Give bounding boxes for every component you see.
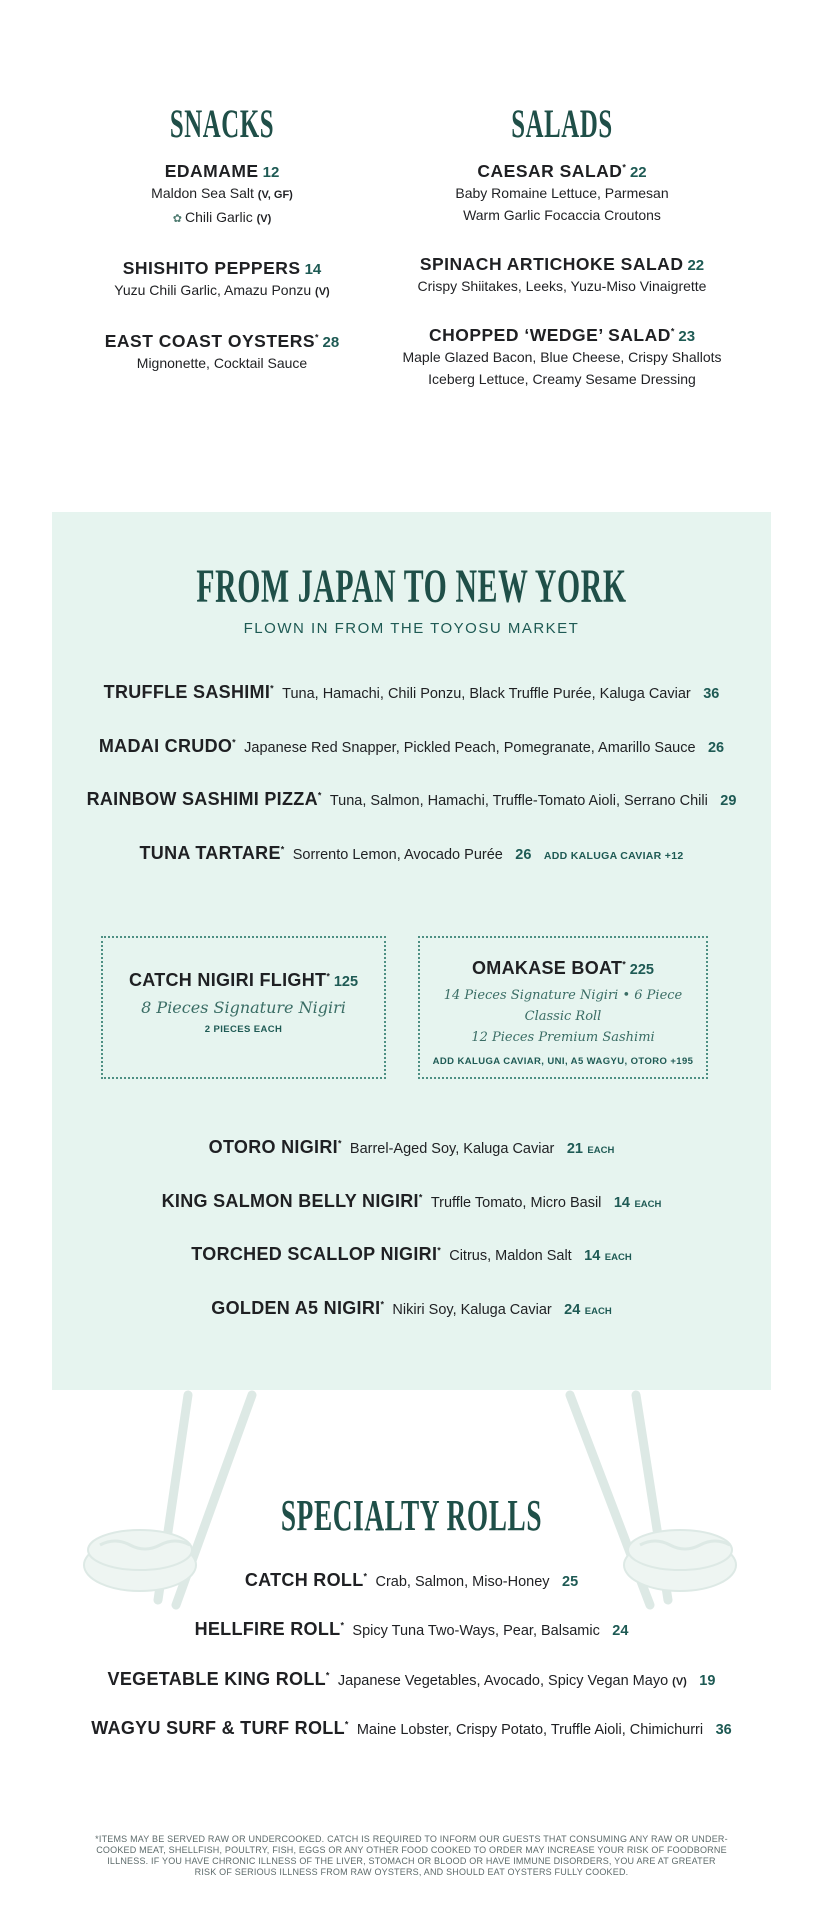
item-name: VEGETABLE KING ROLL (107, 1669, 326, 1689)
asterisk: * (317, 790, 322, 801)
asterisk: * (325, 1670, 330, 1681)
item-price: 36 (715, 1722, 732, 1738)
item-desc: Baby Romaine Lettuce, Parmesan (455, 185, 669, 201)
raw-food-disclaimer: *ITEMS MAY BE SERVED RAW OR UNDERCOOKED. CATCH IS REQUIRED TO INFORM OUR GUESTS THAT CONSUMING ANY RAW OR UNDER-COOKED MEAT, SHELLFISH, POULTRY, FISH, EGGS OR ANY OTHER FOOD COOKED TO ORDER MAY INCREASE YOUR RISK OF FOODBORNE ILLNESS. IF YOU HAVE CHRONIC ILLNESS OF THE LIVER, STOMACH OR BLOOD OR HAVE IMMUNE DISORDERS, YOU ARE AT GREATER RISK OF SERIOUS ILLNESS FROM RAW OYSTERS, AND SHOULD EAT OYSTERS FULLY COOKED. (95, 1834, 728, 1877)
menu-row (52, 736, 771, 757)
each-label: EACH (634, 1199, 662, 1210)
menu-row (52, 1191, 771, 1212)
dietary-tag: (V, GF) (257, 189, 293, 201)
item-price: 28 (322, 334, 340, 351)
item-desc: Tuna, Salmon, Hamachi, Truffle-Tomato Aioli, Serrano Chili (329, 793, 708, 809)
item-note: ADD KALUGA CAVIAR, UNI, A5 WAGYU, OTORO +195 (432, 1056, 694, 1067)
item-name: CHOPPED ‘WEDGE’ SALAD (428, 325, 671, 345)
item-price: 25 (562, 1574, 579, 1590)
item-desc: Citrus, Maldon Salt (449, 1248, 572, 1264)
item-desc: Crispy Shiitakes, Leeks, Yuzu-Miso Vinaigrette (417, 278, 707, 294)
item-name: CATCH ROLL (244, 1570, 364, 1590)
dietary-tag: (V) (256, 213, 272, 225)
item-desc: Iceberg Lettuce, Creamy Sesame Dressing (428, 371, 696, 387)
item-desc: 14 Pieces Signature Nigiri • 6 Piece Classic Roll (443, 988, 683, 1024)
asterisk: * (418, 1192, 423, 1203)
menu-row (52, 843, 771, 864)
item-name: EAST COAST OYSTERS (104, 331, 316, 351)
item-desc: Maine Lobster, Crispy Potato, Truffle Aioli, Chimichurri (356, 1722, 704, 1738)
japan-section (52, 512, 771, 1390)
rolls-heading: SPECIALTY ROLLS (280, 1491, 543, 1540)
item-desc: Mignonette, Cocktail Sauce (136, 355, 308, 371)
snacks-heading: SNACKS (169, 101, 275, 146)
asterisk: * (670, 326, 675, 337)
item-name: CAESAR SALAD (477, 161, 623, 181)
item-desc: Tuna, Hamachi, Chili Ponzu, Black Truffle Purée, Kaluga Caviar (282, 686, 691, 702)
item-price: 225 (629, 962, 654, 978)
item-price: 36 (703, 686, 720, 702)
item-price: 22 (687, 257, 705, 274)
item-desc: Nikiri Soy, Kaluga Caviar (392, 1302, 552, 1318)
item-price: 29 (720, 793, 737, 809)
asterisk: * (280, 844, 285, 855)
menu-row (0, 1570, 823, 1591)
item-desc: Spicy Tuna Two-Ways, Pear, Balsamic (352, 1623, 600, 1639)
item-name: TRUFFLE SASHIMI (103, 682, 271, 702)
menu-row (52, 682, 771, 703)
asterisk: * (363, 1571, 368, 1582)
item-name: OMAKASE BOAT (472, 958, 623, 978)
each-label: EACH (604, 1252, 632, 1263)
menu-item (362, 325, 762, 390)
salads-heading: SALADS (511, 101, 613, 146)
item-price: 14 (584, 1248, 601, 1264)
asterisk: * (270, 683, 274, 694)
item-desc: Japanese Vegetables, Avocado, Spicy Vegan Mayo (337, 1673, 673, 1689)
item-name: EDAMAME (164, 161, 259, 181)
each-label: EACH (584, 1306, 612, 1317)
item-name: SPINACH ARTICHOKE SALAD (419, 254, 684, 274)
item-name: SHISHITO PEPPERS (122, 258, 301, 278)
item-desc: Maple Glazed Bacon, Blue Cheese, Crispy Shallots (402, 349, 722, 365)
item-price: 24 (564, 1302, 581, 1318)
asterisk: * (232, 737, 236, 748)
item-price: 14 (304, 261, 322, 278)
item-price: 19 (699, 1673, 716, 1689)
item-note: 2 PIECES EACH (204, 1024, 283, 1035)
japan-subtitle: FLOWN IN FROM THE TOYOSU MARKET (243, 620, 580, 637)
asterisk: * (315, 332, 319, 343)
item-name: RAINBOW SASHIMI PIZZA (86, 789, 318, 809)
item-name: OTORO NIGIRI (208, 1137, 338, 1157)
item-price: 21 (566, 1141, 583, 1157)
menu-item (362, 254, 762, 297)
item-desc: Yuzu Chili Garlic, Amazu Ponzu (114, 282, 316, 298)
item-name: MADAI CRUDO (98, 736, 233, 756)
item-name: TUNA TARTARE (139, 843, 281, 863)
item-name: KING SALMON BELLY NIGIRI (161, 1191, 419, 1211)
asterisk: * (337, 1138, 342, 1149)
asterisk: * (380, 1299, 384, 1310)
item-desc: Crab, Salmon, Miso-Honey (375, 1574, 550, 1590)
item-desc: Chili Garlic (185, 209, 257, 225)
menu-row (52, 1298, 771, 1319)
item-desc: Japanese Red Snapper, Pickled Peach, Pomegranate, Amarillo Sauce (244, 740, 696, 756)
item-price: 125 (333, 974, 359, 990)
addon-note: ADD KALUGA CAVIAR +12 (543, 850, 684, 862)
menu-row (0, 1718, 823, 1739)
item-price: 14 (613, 1195, 630, 1211)
asterisk: * (622, 959, 626, 970)
item-price: 26 (707, 740, 725, 756)
item-desc: 8 Pieces Signature Nigiri (141, 998, 346, 1017)
item-desc: 12 Pieces Premium Sashimi (471, 1030, 655, 1045)
dietary-tag: (V) (672, 1676, 687, 1688)
item-price: 22 (629, 164, 647, 181)
item-price: 26 (515, 847, 532, 863)
asterisk: * (340, 1620, 344, 1631)
item-name: HELLFIRE ROLL (194, 1619, 341, 1639)
menu-row (52, 789, 771, 810)
item-desc: Truffle Tomato, Micro Basil (430, 1195, 602, 1211)
asterisk: * (437, 1245, 441, 1256)
each-label: EACH (587, 1145, 615, 1156)
dietary-tag: (V) (315, 286, 330, 298)
menu-row (52, 1137, 771, 1158)
nigiri-flight-box (101, 936, 386, 1079)
menu-row (0, 1669, 823, 1690)
asterisk: * (622, 162, 626, 173)
item-price: 23 (678, 328, 696, 345)
item-price: 12 (262, 164, 280, 181)
omakase-boat-box (418, 936, 708, 1079)
japan-heading: FROM JAPAN TO NEW YORK (196, 560, 627, 613)
item-name: CATCH NIGIRI FLIGHT (128, 970, 327, 990)
item-price: 24 (612, 1623, 629, 1639)
item-name: WAGYU SURF & TURF ROLL (91, 1718, 345, 1738)
asterisk: * (326, 971, 330, 982)
menu-row (0, 1619, 823, 1640)
item-desc: Maldon Sea Salt (151, 185, 258, 201)
item-desc: Warm Garlic Focaccia Croutons (463, 207, 661, 223)
item-name: GOLDEN A5 NIGIRI (211, 1298, 381, 1318)
item-desc: Barrel-Aged Soy, Kaluga Caviar (349, 1141, 555, 1157)
menu-row (52, 1244, 771, 1265)
chili-icon: ✿ (172, 213, 186, 225)
item-name: TORCHED SCALLOP NIGIRI (191, 1244, 438, 1264)
salads-section (362, 100, 762, 418)
menu-item (362, 161, 762, 226)
asterisk: * (344, 1719, 349, 1730)
item-desc: Sorrento Lemon, Avocado Purée (292, 847, 503, 863)
